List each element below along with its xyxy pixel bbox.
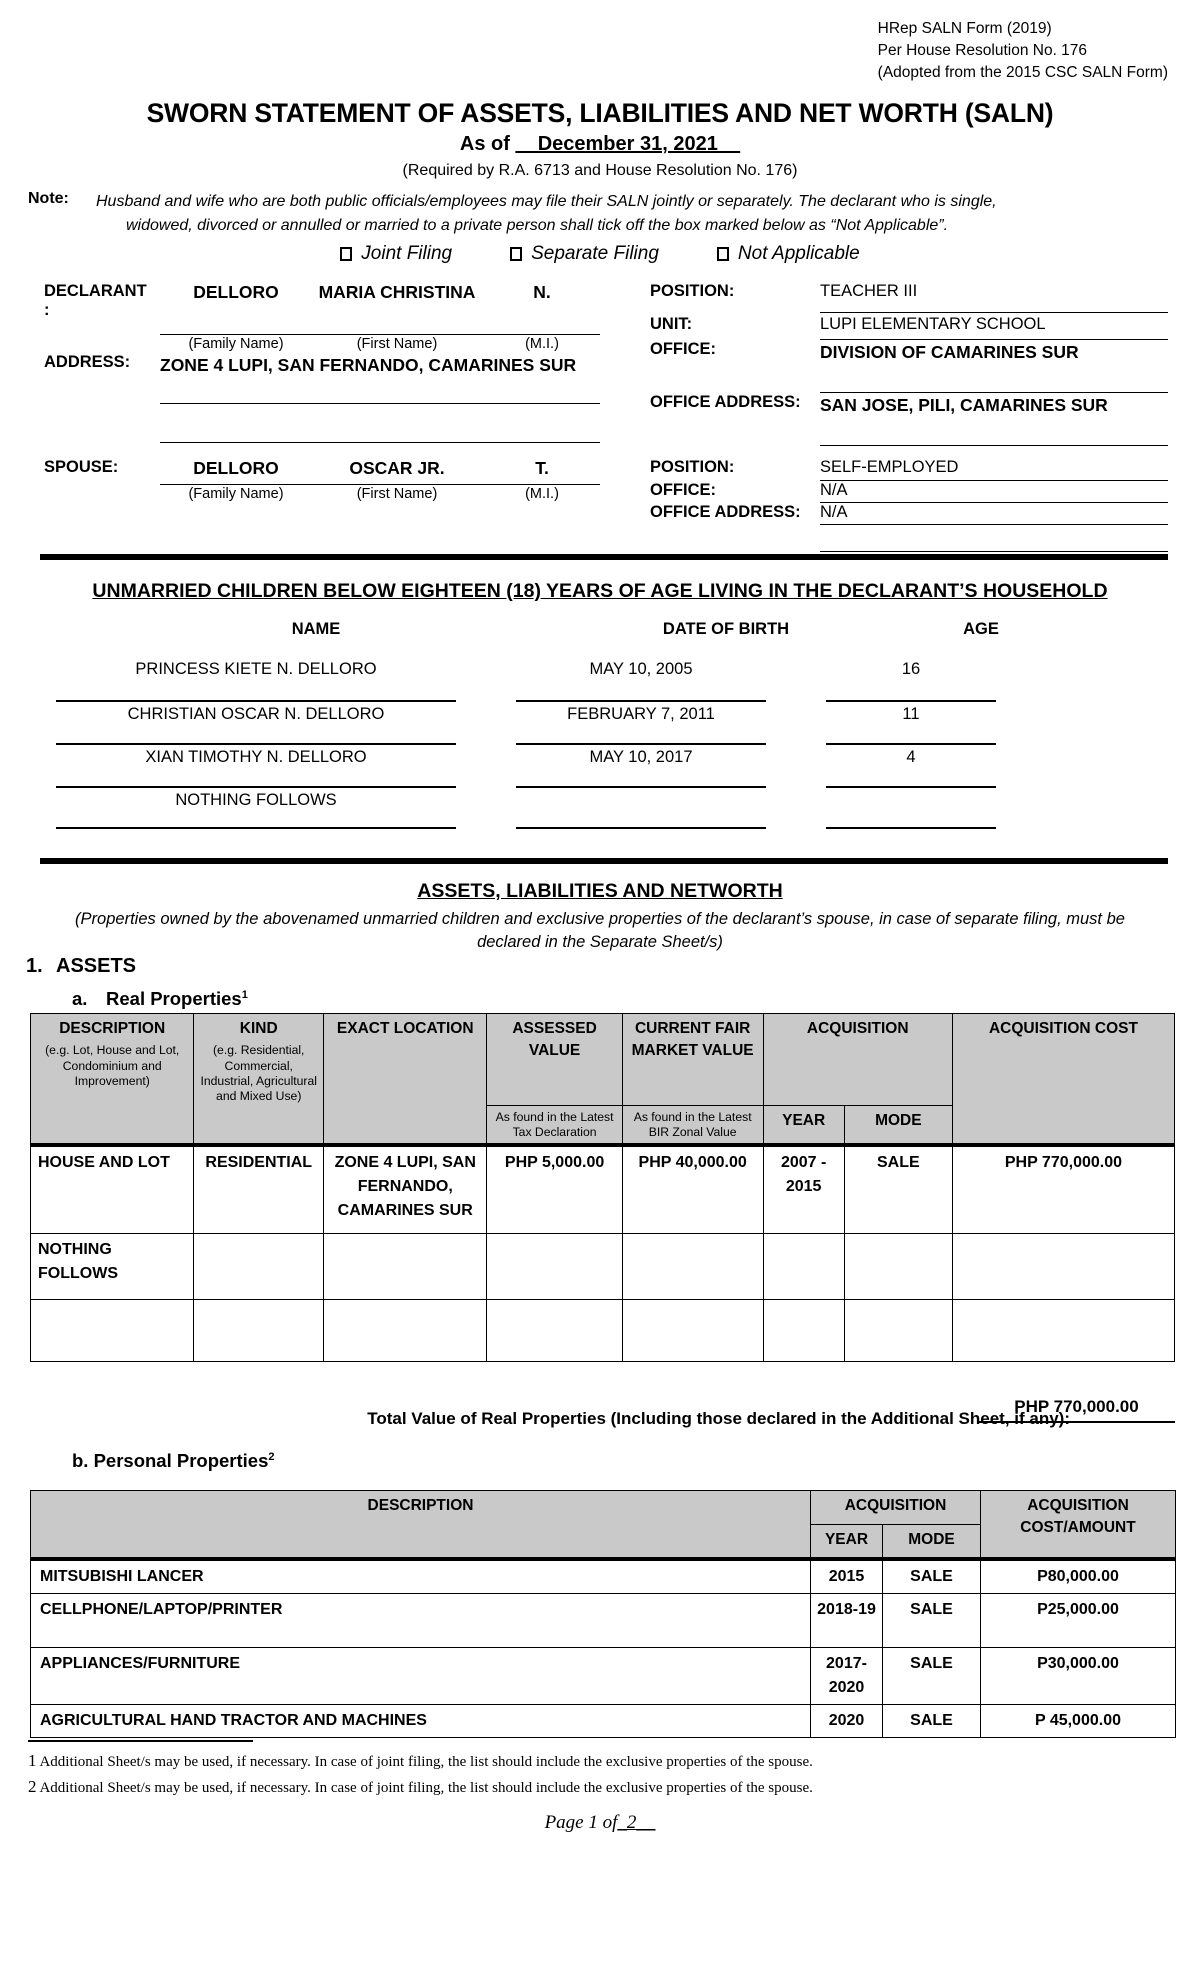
table-row	[31, 1145, 1175, 1233]
checkbox-icon[interactable]	[717, 247, 729, 261]
assets-heading	[26, 955, 136, 978]
filing-option-not-applicable[interactable]	[717, 243, 860, 265]
as-of-date: __December 31, 2021__	[515, 133, 741, 155]
column-header-exact-location-main: EXACT LOCATION	[336, 1020, 474, 1037]
office-address-label: OFFICE ADDRESS:	[650, 393, 801, 411]
cell-mode[interactable]: SALE	[883, 1647, 981, 1704]
as-of-line	[0, 133, 1200, 156]
footnote-marker: 2	[268, 1450, 275, 1463]
real-properties-letter: a.	[72, 988, 88, 1009]
cell-kind[interactable]	[194, 1233, 324, 1299]
personal-properties-label: b. Personal Properties	[72, 1450, 269, 1471]
total-label: Total Value of Real Properties (Including those declared in the Additional Sheet, if any):	[367, 1409, 1070, 1428]
column-header-kind-main: KIND	[239, 1020, 278, 1037]
page-number-prefix: Page 1 of	[544, 1812, 618, 1833]
cell-mode[interactable]: SALE	[883, 1559, 981, 1594]
cell-mode[interactable]: SALE	[844, 1145, 952, 1233]
child-dob[interactable]: MAY 10, 2005	[589, 660, 693, 678]
address-label: ADDRESS:	[44, 353, 131, 371]
child-dob[interactable]: FEBRUARY 7, 2011	[516, 700, 766, 743]
column-header-kind-sub: (e.g. Residential, Commercial, Industrial, Agricultural and Mixed Use)	[200, 1043, 317, 1104]
pp-acquisition-cost-header-text: ACQUISITION COST/AMOUNT	[1020, 1497, 1136, 1537]
declarant-unit[interactable]: LUPI ELEMENTARY SCHOOL	[820, 315, 1046, 333]
cell-location[interactable]: ZONE 4 LUPI, SAN FERNANDO, CAMARINES SUR	[324, 1145, 487, 1233]
declarant-office[interactable]: DIVISION OF CAMARINES SUR	[820, 342, 1079, 362]
table-row	[31, 1647, 1176, 1704]
declarant-first-name[interactable]: MARIA CHRISTINA	[318, 282, 476, 302]
caption-middle-initial: (M.I.)	[525, 336, 559, 352]
cell-assessed-value[interactable]	[487, 1299, 622, 1361]
personal-properties-table	[30, 1490, 1176, 1738]
column-header-mode	[844, 1106, 952, 1146]
footnote-1-marker: 1	[28, 1751, 37, 1770]
assets-section-subtitle	[70, 908, 1130, 955]
spouse-office-address[interactable]: N/A	[820, 503, 848, 521]
note-text	[96, 190, 1178, 238]
column-header-kind	[194, 1014, 324, 1146]
cell-current-fmv[interactable]: PHP 40,000.00	[622, 1145, 763, 1233]
cell-acquisition-cost[interactable]	[952, 1299, 1174, 1361]
column-header-assessed-value-main: ASSESSED VALUE	[512, 1020, 597, 1060]
spouse-position-label: POSITION:	[650, 458, 735, 476]
child-age[interactable]: 11	[826, 700, 996, 743]
assets-heading-label: ASSETS	[56, 955, 137, 977]
cell-year[interactable]: 2017-2020	[811, 1647, 883, 1704]
note-line-1: Husband and wife who are both public officials/employees may file their SALN jointly or separately. The declarant who is single,	[96, 193, 997, 210]
real-properties-heading	[72, 988, 248, 1010]
assets-subtitle-line-2: of separate filing, must be declared in the Separate Sheet/s)	[477, 910, 1125, 952]
child-dob[interactable]	[516, 786, 766, 829]
column-header-year	[811, 1525, 883, 1559]
footnote-separator	[28, 1740, 253, 1742]
spouse-office-address-label: OFFICE ADDRESS:	[650, 503, 801, 521]
column-header-mode	[883, 1525, 981, 1559]
table-row	[31, 1299, 1175, 1361]
form-ref-line-3: (Adopted from the 2015 CSC SALN Form)	[877, 64, 1168, 81]
pp-year-header-text: YEAR	[824, 1531, 869, 1548]
assets-section-title: ASSETS, LIABILITIES AND NETWORTH	[417, 880, 783, 902]
note-block	[28, 190, 1178, 238]
column-header-acquisition	[763, 1014, 952, 1106]
child-age[interactable]: 16	[901, 660, 921, 678]
personal-properties-heading	[72, 1450, 275, 1472]
office-label: OFFICE:	[650, 340, 716, 358]
child-name[interactable]: NOTHING FOLLOWS	[56, 786, 456, 829]
footnote-1	[28, 1748, 1168, 1774]
cell-kind[interactable]	[194, 1299, 324, 1361]
section-divider	[40, 554, 1168, 560]
declarant-middle-initial[interactable]: N.	[533, 282, 551, 302]
section-divider	[40, 858, 1168, 864]
cell-mode[interactable]	[844, 1233, 952, 1299]
filing-option-label: Joint Filing	[361, 243, 453, 264]
spouse-position[interactable]: SELF-EMPLOYED	[820, 458, 959, 476]
year-header-text: YEAR	[782, 1112, 826, 1129]
child-dob[interactable]: MAY 10, 2017	[516, 743, 766, 786]
filing-option-joint[interactable]	[340, 243, 452, 265]
child-name[interactable]: XIAN TIMOTHY N. DELLORO	[56, 743, 456, 786]
footnote-2-text: Additional Sheet/s may be used, if necessary. In case of joint filing, the list should include the exclusive properties of the spouse.	[39, 1780, 813, 1797]
cell-description[interactable]: APPLIANCES/FURNITURE	[31, 1647, 811, 1704]
cell-acquisition-cost[interactable]	[952, 1233, 1174, 1299]
cell-description[interactable]: NOTHING FOLLOWS	[31, 1233, 194, 1299]
declarant-position[interactable]: TEACHER III	[820, 282, 918, 300]
children-table-header	[56, 620, 1146, 639]
column-header-acquisition-main: ACQUISITION	[806, 1020, 909, 1037]
cell-description[interactable]: CELLPHONE/LAPTOP/PRINTER	[31, 1593, 811, 1647]
filing-option-label: Separate Filing	[531, 243, 659, 264]
footnote-2	[28, 1774, 1168, 1800]
column-header-current-fmv	[622, 1014, 763, 1106]
unit-label: UNIT:	[650, 315, 693, 333]
table-row	[56, 657, 1146, 700]
position-label: POSITION:	[650, 282, 735, 300]
total-value[interactable]: PHP 770,000.00	[978, 1395, 1175, 1423]
declarant-right-column	[650, 282, 1180, 446]
cell-mode[interactable]: SALE	[883, 1704, 981, 1737]
column-header-exact-location	[324, 1014, 487, 1146]
spouse-middle-initial[interactable]: T.	[535, 458, 549, 478]
page-number-value: _2__	[617, 1812, 656, 1833]
column-header-acquisition	[811, 1491, 981, 1525]
real-properties-table	[30, 1013, 1175, 1362]
declarant-left-column	[44, 282, 634, 443]
cell-location[interactable]	[324, 1233, 487, 1299]
column-header-description-sub: (e.g. Lot, House and Lot, Condominium and Improvement)	[45, 1043, 180, 1088]
assets-subtitle-line-1: (Properties owned by the abovenamed unmarried children and exclusive properties of the declarant’s spouse, in case	[75, 910, 932, 928]
checkbox-icon[interactable]	[510, 247, 522, 261]
cell-year[interactable]	[763, 1233, 844, 1299]
pp-description-header-text: DESCRIPTION	[367, 1497, 474, 1514]
cell-year[interactable]: 2015	[811, 1559, 883, 1594]
pp-acquisition-header-text: ACQUISITION	[844, 1497, 947, 1514]
cell-current-fmv[interactable]	[622, 1233, 763, 1299]
caption-family-name: (Family Name)	[188, 336, 284, 352]
required-by-note: (Required by R.A. 6713 and House Resolution No. 176)	[402, 162, 798, 179]
table-row	[31, 1233, 1175, 1299]
cell-year[interactable]: 2007 - 2015	[763, 1145, 844, 1233]
cell-assessed-value[interactable]	[487, 1233, 622, 1299]
form-ref-line-2: Per House Resolution No. 176	[877, 42, 1088, 59]
form-reference-block	[878, 18, 1168, 84]
note-line-2: widowed, divorced or annulled or married to a private person shall tick off the box marked below as “Not Applicable”.	[126, 217, 949, 234]
cell-acquisition-cost[interactable]: PHP 770,000.00	[952, 1145, 1174, 1233]
children-table	[56, 620, 1146, 829]
cell-cost[interactable]: P30,000.00	[981, 1647, 1176, 1704]
column-header-acquisition-cost-main: ACQUISITION COST	[988, 1020, 1138, 1037]
form-ref-line-1: HRep SALN Form (2019)	[877, 20, 1052, 37]
child-age[interactable]	[826, 786, 996, 829]
column-header-assessed-value	[487, 1014, 622, 1106]
spouse-first-name[interactable]: OSCAR JR.	[349, 458, 445, 478]
filing-option-separate[interactable]	[510, 243, 659, 265]
cell-cost[interactable]: P25,000.00	[981, 1593, 1176, 1647]
cell-current-fmv[interactable]	[622, 1299, 763, 1361]
cell-kind[interactable]: RESIDENTIAL	[194, 1145, 324, 1233]
declarant-address[interactable]: ZONE 4 LUPI, SAN FERNANDO, CAMARINES SUR	[160, 355, 577, 375]
real-properties-label: Real Properties	[106, 988, 242, 1009]
child-age[interactable]: 4	[826, 743, 996, 786]
footnote-marker: 1	[241, 988, 248, 1001]
table-row	[56, 786, 1146, 829]
footnote-1-text: Additional Sheet/s may be used, if necessary. In case of joint filing, the list should include the exclusive properties of the spouse.	[39, 1754, 813, 1770]
cell-mode[interactable]: SALE	[883, 1593, 981, 1647]
as-of-label: As of	[459, 133, 510, 155]
assessed-value-note-text: As found in the Latest Tax Declaration	[495, 1110, 614, 1139]
table-row	[56, 743, 1146, 786]
filing-type-options	[0, 243, 1200, 265]
page-number	[0, 1812, 1200, 1834]
mode-header-text: MODE	[875, 1112, 922, 1129]
caption-first-name: (First Name)	[356, 486, 438, 502]
footnotes-block	[28, 1748, 1168, 1801]
cell-year[interactable]: 2018-19	[811, 1593, 883, 1647]
column-header-description-main: DESCRIPTION	[59, 1020, 166, 1037]
footnote-2-marker: 2	[28, 1777, 37, 1797]
declarant-office-address[interactable]: SAN JOSE, PILI, CAMARINES SUR	[820, 395, 1108, 415]
column-header-year	[763, 1106, 844, 1146]
spouse-label: SPOUSE:	[44, 458, 119, 476]
spouse-office-label: OFFICE:	[650, 481, 716, 499]
column-header-dob: DATE OF BIRTH	[662, 620, 790, 638]
cell-description[interactable]: HOUSE AND LOT	[31, 1145, 194, 1233]
children-section-title: UNMARRIED CHILDREN BELOW EIGHTEEN (18) YEARS OF AGE LIVING IN THE DECLARANT’S HOUSEHOLD	[92, 580, 1108, 602]
spouse-family-name[interactable]: DELLORO	[193, 458, 279, 478]
caption-first-name: (First Name)	[356, 336, 438, 352]
column-header-current-fmv-note	[622, 1106, 763, 1146]
column-header-description	[31, 1491, 811, 1559]
declarant-label: DECLARANT :	[44, 282, 147, 319]
cell-year[interactable]: 2020	[811, 1704, 883, 1737]
column-header-name: NAME	[291, 620, 341, 638]
page-title: SWORN STATEMENT OF ASSETS, LIABILITIES AND NET WORTH (SALN)	[146, 98, 1054, 128]
column-header-acquisition-cost	[981, 1491, 1176, 1559]
current-fmv-note-text: As found in the Latest BIR Zonal Value	[633, 1110, 752, 1139]
column-header-assessed-value-note	[487, 1106, 622, 1146]
cell-cost[interactable]: P 45,000.00	[981, 1704, 1176, 1737]
table-row	[31, 1559, 1176, 1594]
declarant-family-name[interactable]: DELLORO	[193, 282, 279, 302]
caption-family-name: (Family Name)	[188, 486, 284, 502]
cell-description[interactable]: AGRICULTURAL HAND TRACTOR AND MACHINES	[31, 1704, 811, 1737]
column-header-acquisition-cost	[952, 1014, 1174, 1146]
column-header-description	[31, 1014, 194, 1146]
cell-assessed-value[interactable]: PHP 5,000.00	[487, 1145, 622, 1233]
spouse-office[interactable]: N/A	[820, 481, 848, 499]
child-name[interactable]: PRINCESS KIETE N. DELLORO	[135, 660, 377, 678]
column-header-age: AGE	[963, 620, 999, 638]
table-row	[56, 700, 1146, 743]
caption-middle-initial: (M.I.)	[525, 486, 559, 502]
note-label: Note:	[28, 190, 69, 207]
table-row	[31, 1704, 1176, 1737]
filing-option-label: Not Applicable	[737, 243, 860, 264]
table-row	[31, 1593, 1176, 1647]
pp-mode-header-text: MODE	[908, 1531, 955, 1548]
cell-description[interactable]: MITSUBISHI LANCER	[31, 1559, 811, 1594]
child-name[interactable]: CHRISTIAN OSCAR N. DELLORO	[56, 700, 456, 743]
column-header-current-fmv-main: CURRENT FAIR MARKET VALUE	[631, 1020, 754, 1060]
cell-cost[interactable]: P80,000.00	[981, 1559, 1176, 1594]
assets-heading-number: 1.	[26, 955, 43, 977]
cell-year[interactable]	[763, 1299, 844, 1361]
cell-description[interactable]	[31, 1299, 194, 1361]
checkbox-icon[interactable]	[340, 247, 352, 261]
cell-mode[interactable]	[844, 1299, 952, 1361]
cell-location[interactable]	[324, 1299, 487, 1361]
